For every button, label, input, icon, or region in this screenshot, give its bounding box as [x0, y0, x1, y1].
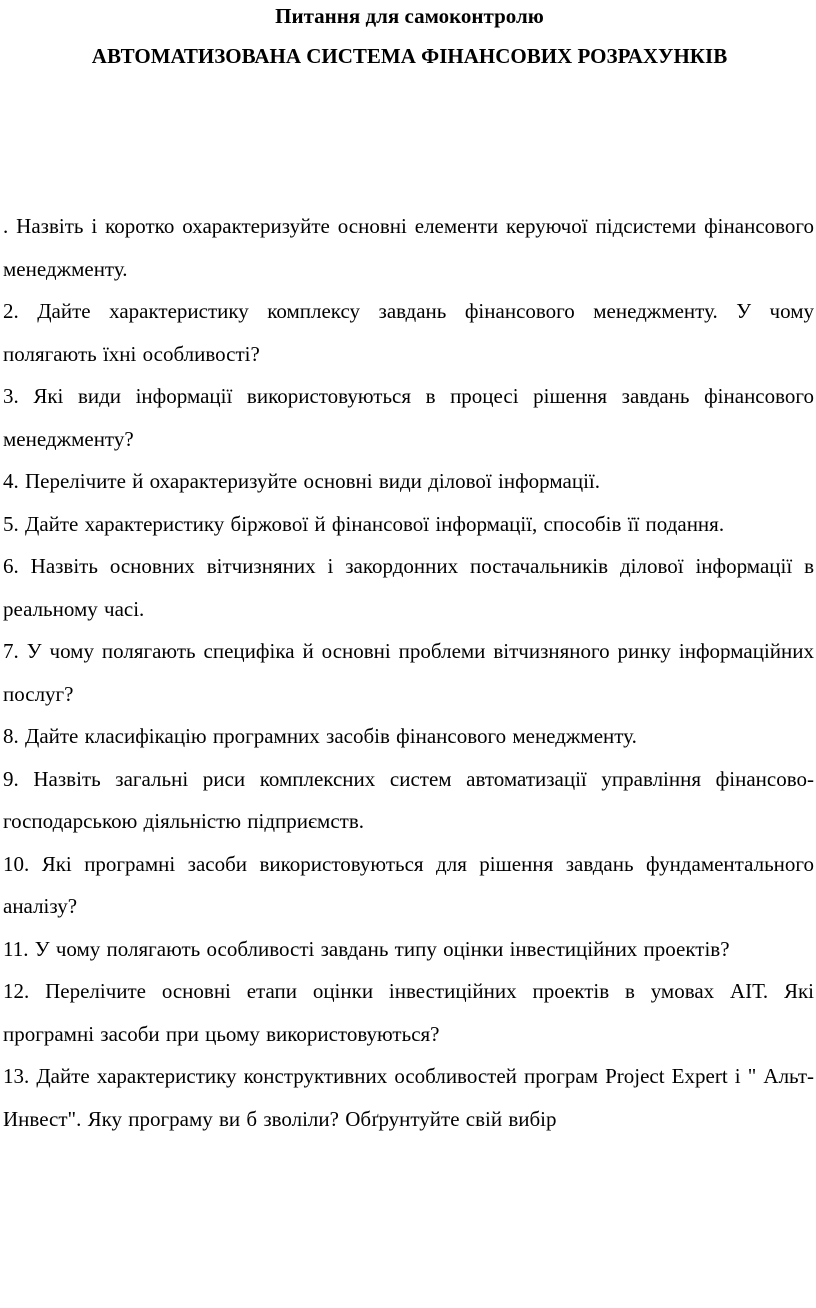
question-item: 6. Назвіть основних вітчизняних і закордонних постачальників ділової інформації в реальному часі.	[3, 554, 814, 621]
document-title: АВТОМАТИЗОВАНА СИСТЕМА ФІНАНСОВИХ РОЗРАХУНКІВ	[91, 44, 728, 68]
question-item: 7. У чому полягають специфіка й основні проблеми вітчизняного ринку інформаційних послуг?	[3, 639, 814, 706]
question-item: 3. Які види інформації використовуються в процесі рішення завдань фінансового менеджменту?	[3, 384, 814, 451]
question-list	[3, 205, 814, 1140]
question-item: 12. Перелічите основні етапи оцінки інвестиційних проектів в умовах АІТ. Які програмні засоби при цьому використовуються?	[3, 979, 814, 1046]
question-item: 9. Назвіть загальні риси комплексних систем автоматизації управління фінансово-господарською діяльністю підприємств.	[3, 766, 814, 833]
question-item: 4. Перелічите й охарактеризуйте основні види ділової інформації.	[3, 469, 600, 493]
question-item: . Назвіть і коротко охарактеризуйте основні елементи керуючої підсистеми фінансового менеджменту.	[3, 214, 814, 281]
document-subtitle: Питання для самоконтролю	[275, 4, 544, 28]
question-item: 5. Дайте характеристику біржової й фінансової інформації, способів її подання.	[3, 511, 725, 536]
question-item: 10. Які програмні засоби використовуються для рішення завдань фундаментального аналізу?	[3, 851, 814, 918]
question-item: 13. Дайте характеристику конструктивних особливостей програм Project Expert і " Альт-Инвест". Яку програму ви б зволіли? Обґрунтуйте свій вибір	[3, 1064, 814, 1131]
question-item: 8. Дайте класифікацію програмних засобів фінансового менеджменту.	[3, 724, 637, 748]
question-item: 11. У чому полягають особливості завдань типу оцінки інвестиційних проектів?	[3, 936, 730, 961]
question-item: 2. Дайте характеристику комплексу завдань фінансового менеджменту. У чому полягають їхні особливості?	[3, 299, 814, 366]
